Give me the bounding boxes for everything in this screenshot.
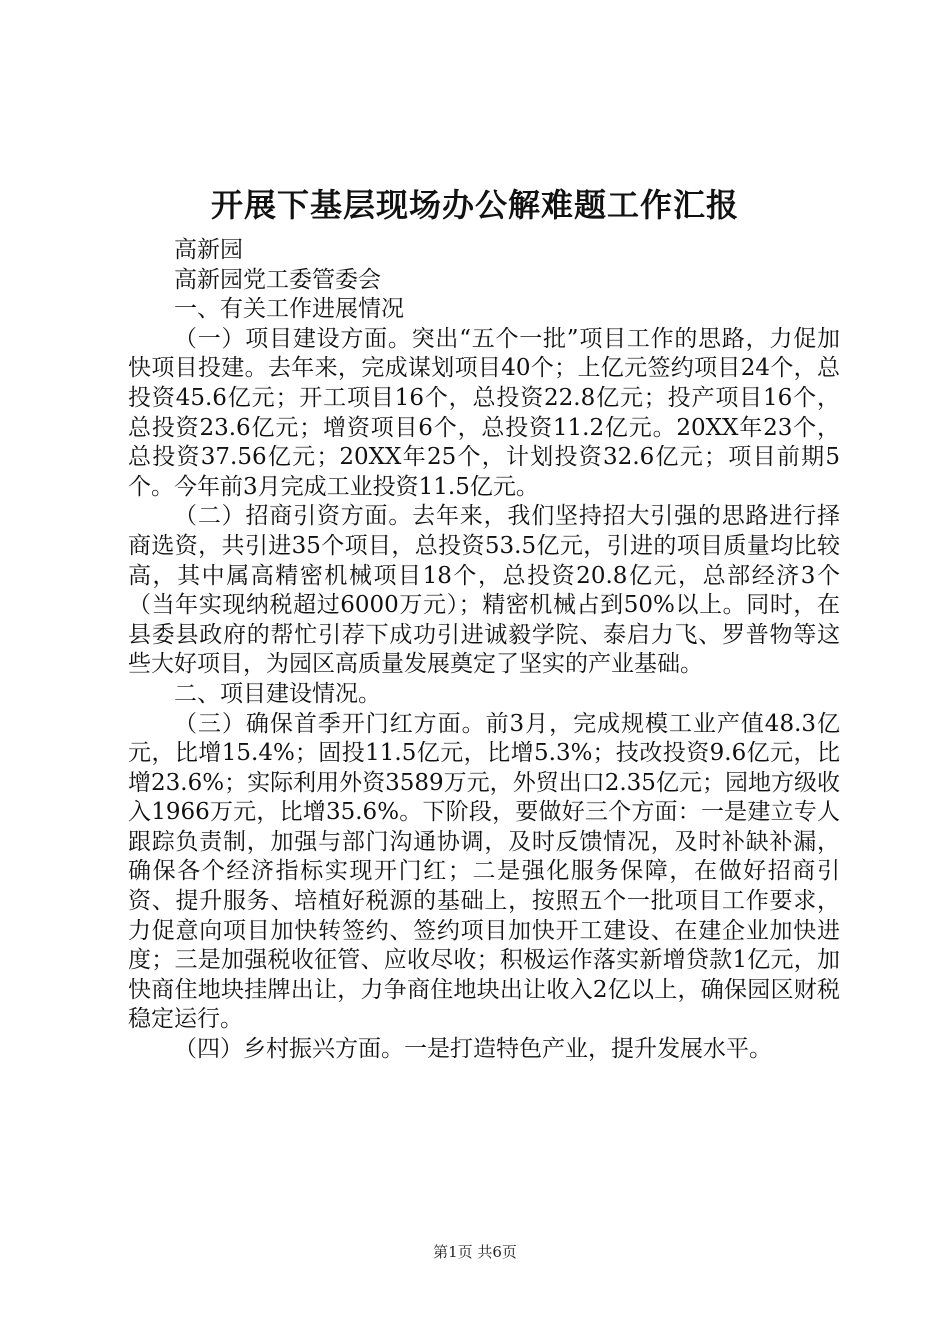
paragraph-org-short: 高新园 (174, 237, 243, 263)
document-title: 开展下基层现场办公解难题工作汇报 (210, 186, 739, 224)
document-body (128, 236, 840, 1065)
page-footer: 第1页 共6页 (433, 1243, 517, 1261)
section-heading-1: 一、有关工作进展情况 (174, 296, 404, 323)
section-heading-2: 二、项目建设情况。 (174, 680, 381, 707)
paragraph-rural-revitalization: （四）乡村振兴方面。一是打造特色产业，提升发展水平。 (174, 1036, 772, 1063)
paragraph-first-quarter: （三）确保首季开门红方面。前3月，完成规模工业产值48.3亿元，比增15.4%；固投11.5亿元，比增5.3%；技改投资9.6亿元，比增23.6%；实际利用外资3589万元，外贸出口2.35亿元；园地方级收入1966万元，比增35.6%。下阶段，要做好三个方面：一是建立专人跟踪负责制，加强与部门沟通协调，及时反馈情况，及时补缺补漏，确保各个经济指标实现开门红；二是强化服务保障，在做好招商引资、提升服务、培植好税源的基础上，按照五个一批项目工作要求，力促意向项目加快转签约、签约项目加快开工建设、在建企业加快进度；三是加强税收征管、应收尽收；积极运作落实新增贷款1亿元，加快商住地块挂牌出让，力争商住地块出让收入2亿以上，确保园区财税稳定运行。 (128, 710, 840, 1033)
paragraph-project-construction: （一）项目建设方面。突出“五个一批”项目工作的思路，力促加快项目投建。去年来，完成谋划项目40个；上亿元签约项目24个，总投资45.6亿元；开工项目16个，总投资22.8亿元；投产项目16个，总投资23.6亿元；增资项目6个，总投资11.2亿元。20XX年23个，总投资37.56亿元；20XX年25个，计划投资32.6亿元；项目前期5个。今年前3月完成工业投资11.5亿元。 (128, 325, 840, 500)
paragraph-investment-attraction: （二）招商引资方面。去年来，我们坚持招大引强的思路进行择商选资，共引进35个项目，总投资53.5亿元，引进的项目质量均比较高，其中属高精密机械项目18个，总投资20.8亿元，总部经济3个（当年实现纳税超过6000万元）；精密机械占到50%以上。同时，在县委县政府的帮忙引荐下成功引进诚毅学院、泰启力飞、罗普物等这些大好项目，为园区高质量发展奠定了坚实的产业基础。 (128, 503, 840, 678)
paragraph-org-full: 高新园党工委管委会 (174, 266, 381, 293)
